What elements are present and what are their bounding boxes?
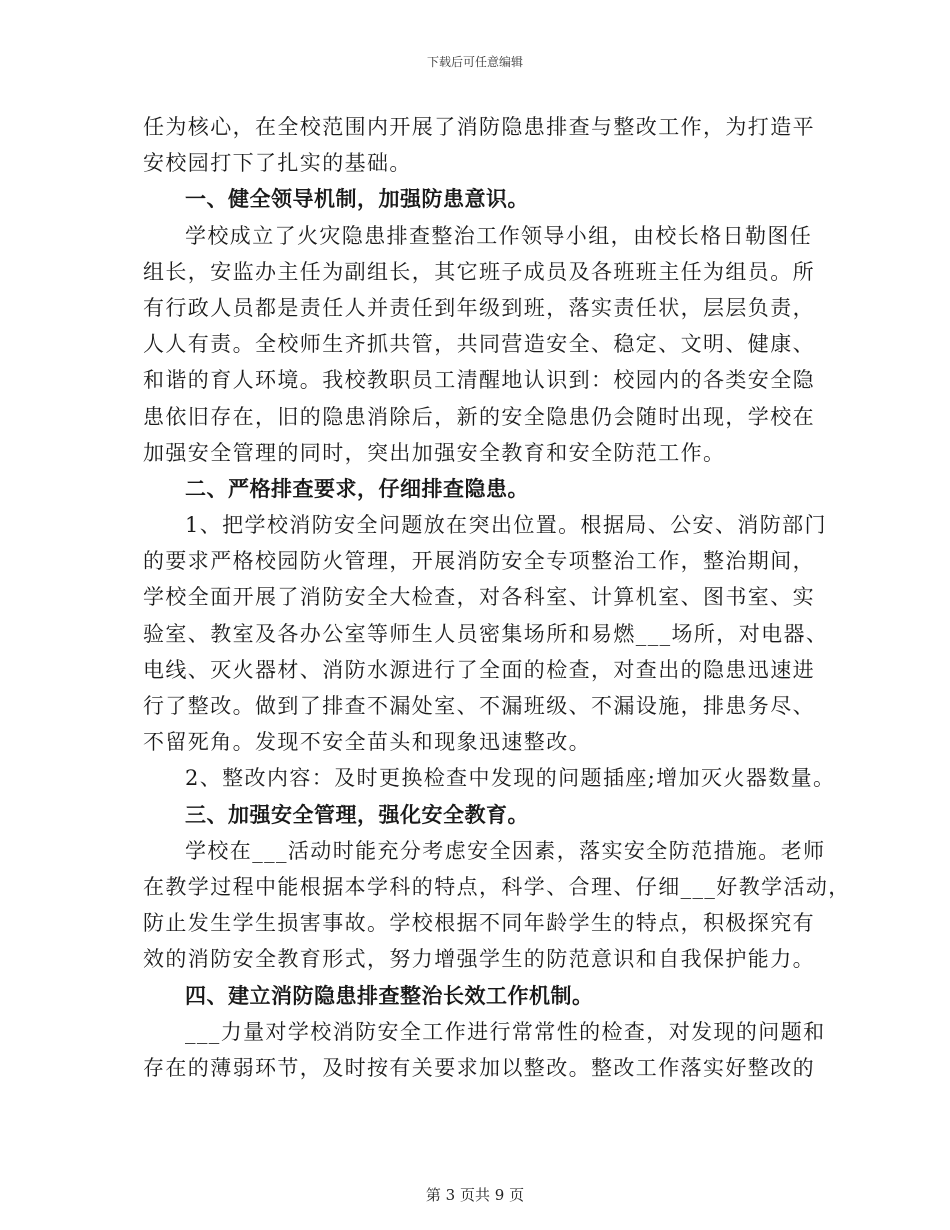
paragraph-line: 2、整改内容：及时更换检查中发现的问题插座;增加灭火器数量。 [185,766,836,791]
paragraph-line: 电线、灭火器材、消防水源进行了全面的检查，对查出的隐患迅速进 [143,657,815,682]
paragraph-line: 验室、教室及各办公室等师生人员密集场所和易燃___场所，对电器、 [143,621,829,646]
paragraph-line: 存在的薄弱环节，及时按有关要求加以整改。整改工作落实好整改的 [143,1055,815,1080]
page-header: 下载后可任意编辑 [426,55,523,69]
paragraph-line: 1、把学校消防安全问题放在突出位置。根据局、公安、消防部门 [185,513,827,538]
paragraph-line: 和谐的育人环境。我校教职员工清醒地认识到：校园内的各类安全隐 [143,368,815,393]
section-heading: 一、健全领导机制，加强防患意识。 [185,187,529,212]
section-heading: 三、加强安全管理，强化安全教育。 [185,802,529,827]
paragraph-line: 安校园打下了扎实的基础。 [143,151,412,176]
paragraph-line: 效的消防安全教育形式，努力增强学生的防范意识和自我保护能力。 [143,947,815,972]
section-heading: 四、建立消防隐患排查整治长效工作机制。 [185,983,594,1008]
paragraph-line: 有行政人员都是责任人并责任到年级到班，落实责任状，层层负责， [143,295,815,320]
paragraph-line: 学校成立了火灾隐患排查整治工作领导小组，由校长格日勒图任 [185,223,813,248]
document-body [143,109,851,1086]
paragraph-line: 学校在___活动时能充分考虑安全因素，落实安全防范措施。老师 [185,838,826,863]
paragraph-line: 组长，安监办主任为副组长，其它班子成员及各班班主任为组员。所 [143,259,815,284]
paragraph-line: ___力量对学校消防安全工作进行常常性的检查，对发现的问题和 [185,1019,826,1044]
paragraph-line: 防止发生学生损害事故。学校根据不同年龄学生的特点，积极探究有 [143,911,815,936]
paragraph-line: 任为核心，在全校范围内开展了消防隐患排查与整改工作，为打造平 [143,115,815,139]
page-footer: 第 3 页共 9 页 [425,1186,525,1204]
paragraph-line: 加强安全管理的同时，突出加强安全教育和安全防范工作。 [143,440,726,465]
paragraph-line: 在教学过程中能根据本学科的特点，科学、合理、仔细___好教学活动， [143,874,851,899]
paragraph-line: 学校全面开展了消防安全大检查，对各科室、计算机室、图书室、实 [143,585,815,610]
paragraph-line: 不留死角。发现不安全苗头和现象迅速整改。 [143,730,591,755]
paragraph-line: 患依旧存在，旧的隐患消除后，新的安全隐患仍会随时出现，学校在 [143,404,815,429]
paragraph-line: 行了整改。做到了排查不漏处室、不漏班级、不漏设施，排患务尽、 [143,694,815,718]
paragraph-line: 人人有责。全校师生齐抓共管，共同营造安全、稳定、文明、健康、 [143,332,815,357]
section-heading: 二、严格排查要求，仔细排查隐患。 [185,476,529,501]
paragraph-line: 的要求严格校园防火管理，开展消防安全专项整治工作，整治期间， [143,549,815,574]
